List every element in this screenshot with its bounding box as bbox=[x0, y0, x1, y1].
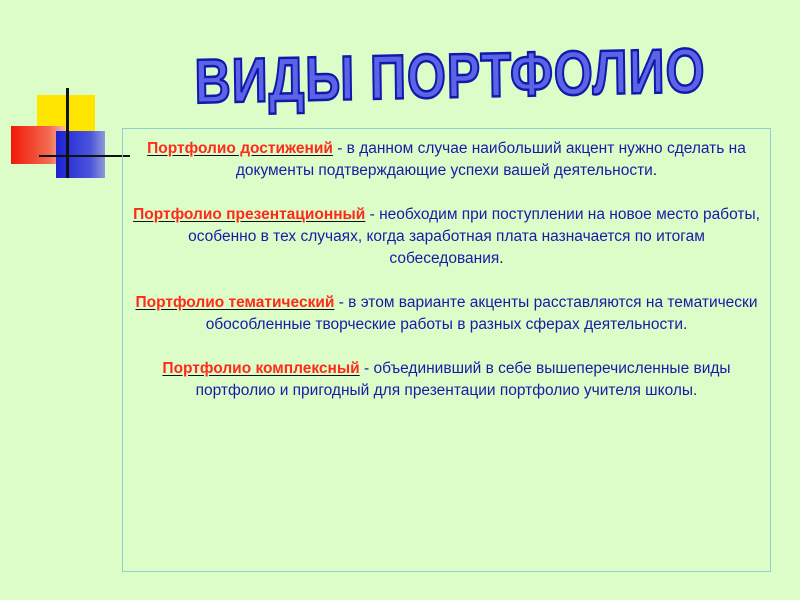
period: . bbox=[499, 250, 504, 267]
portfolio-type-description: - в данном случае наибольший акцент нужно сделать на документы подтверждающие успехи вашей деятельности bbox=[235, 140, 746, 179]
content-box bbox=[122, 128, 771, 572]
vertical-line bbox=[66, 88, 69, 178]
portfolio-type-term: Портфолио тематический bbox=[135, 294, 335, 311]
portfolio-type-term: Портфолио достижений bbox=[147, 140, 333, 157]
portfolio-type-description: - объединивший в себе вышеперечисленные виды портфолио и пригодный для презентации портфолио учителя школы. bbox=[195, 360, 731, 399]
portfolio-type-description: - необходим при поступлении на новое место работы, особенно в тех случаях, когда заработная плата назначается по итогам собеседования bbox=[188, 206, 760, 267]
slide-title: ВИДЫ ПОРТФОЛИО bbox=[194, 35, 706, 117]
period: . bbox=[652, 162, 658, 179]
portfolio-type-term: Портфолио презентационный bbox=[133, 206, 366, 223]
portfolio-type-description: - в этом варианте акценты расставляются на тематически обособленные творческие работы в разных сферах деятельности. bbox=[205, 294, 758, 333]
portfolio-type-item bbox=[131, 292, 762, 336]
portfolio-type-item bbox=[131, 358, 762, 402]
portfolio-type-term: Портфолио комплексный bbox=[162, 360, 360, 377]
horizontal-line bbox=[39, 155, 130, 157]
portfolio-type-item bbox=[131, 204, 762, 270]
decorative-squares-logo bbox=[0, 0, 130, 190]
portfolio-type-item bbox=[131, 138, 762, 182]
